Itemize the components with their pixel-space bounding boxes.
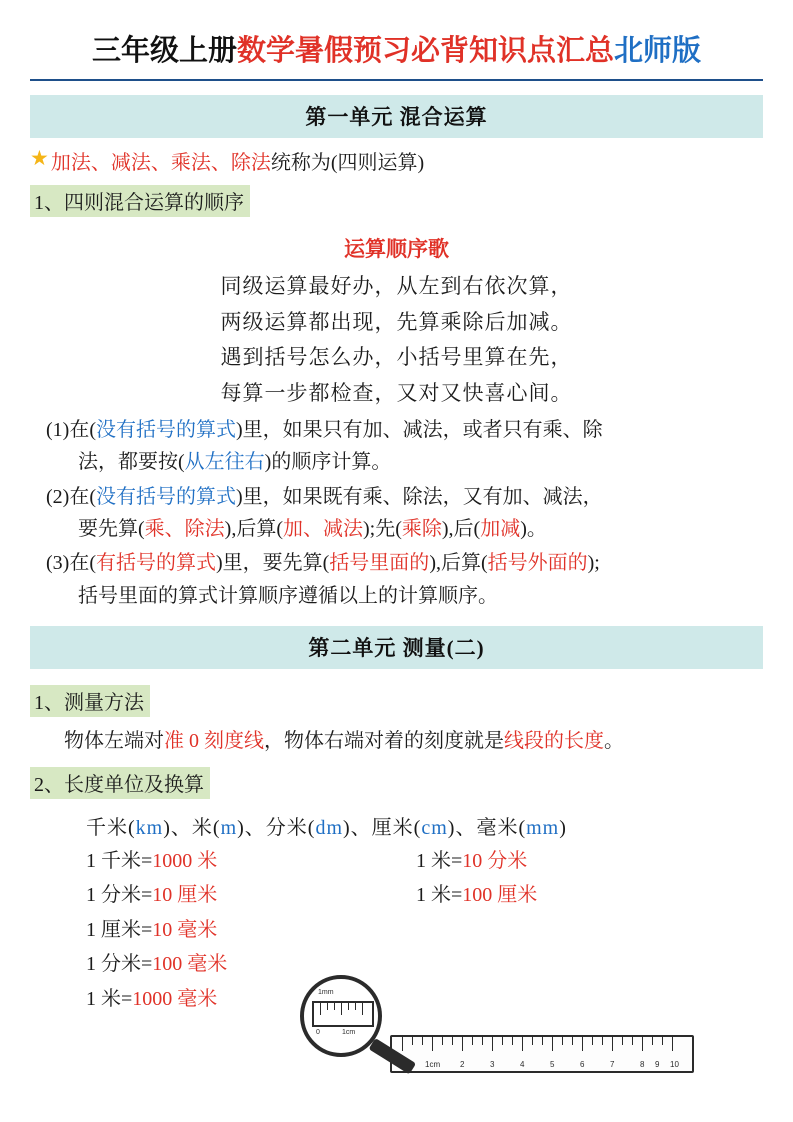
measure-method-line [30,725,763,757]
poem-line: 每算一步都检查，又对又快喜心间。 [220,381,573,406]
title-text [30,28,763,69]
conv-right-label: 1 米= [416,884,463,907]
magnifier-label-cm: 1cm [342,1029,356,1036]
rule2-c4: ),后( [441,517,481,540]
table-row [86,878,763,912]
conv-right [416,913,716,947]
ruler-label: 7 [610,1060,615,1069]
title-part-1: 三年级上册 [91,35,237,67]
conv-left-value: 1000 毫米 [132,987,218,1010]
rule1-b: )里，如果只有加、减法，或者只有乘、除 [235,418,603,441]
page-title [30,22,763,81]
units-km: km [135,817,164,840]
rule2-b: )里，如果既有乘、除法，又有加、减法， [235,485,603,508]
star-line-red: 加法、减法、乘法、除法 [50,152,271,174]
star-icon: ★ [30,146,49,170]
poem-line: 同级运算最好办，从左到右依次算， [220,274,573,298]
conv-left-value: 10 毫米 [152,918,218,941]
rule1-cont [56,446,763,478]
conv-left-label: 1 分米= [86,884,153,907]
ruler-graphic [390,1035,694,1073]
ruler-label: 3 [490,1060,495,1069]
rule1-c: 法，都要按( [78,451,185,474]
rule-item-1 [30,414,763,479]
rule3-b: )里，要先算( [215,552,330,575]
conv-right [416,844,716,878]
units-t2: )、米( [163,817,221,840]
unit1-banner: 第一单元 混合运算 [30,95,763,138]
unit1-subhead: 1、四则混合运算的顺序 [30,185,250,217]
ruler-label: 6 [580,1060,585,1069]
conv-left-label: 1 千米= [86,850,153,873]
unit2-subhead-2: 2、长度单位及换算 [30,767,210,799]
ruler-label: 8 [640,1060,645,1069]
title-part-3: 北师版 [614,35,702,67]
conv-right-value: 100 厘米 [462,884,538,907]
units-mm: mm [526,817,560,840]
rule2-highlight-1: 没有括号的算式 [95,485,236,508]
method-b: ，物体右端对着的刻度就是 [264,730,504,753]
title-part-2: 数学暑假预习必背知识点汇总 [236,35,614,67]
rule-item-2 [30,481,763,546]
rule3-c: ),后算( [429,552,488,575]
ruler-label: 4 [520,1060,525,1069]
units-t3: )、分米( [237,817,316,840]
conv-left-label: 1 分米= [86,953,153,976]
rule2-highlight-2: 乘、除法 [144,517,225,540]
conv-left-label: 1 米= [86,987,133,1010]
length-units-line [30,811,763,840]
conv-left [86,844,416,878]
conv-right-label: 1 米= [416,850,463,873]
unit2-banner: 第二单元 测量(二) [30,626,763,669]
unit1-star-line [30,146,763,175]
star-line-black: 统称为(四则运算) [270,152,425,174]
conv-right [416,878,716,912]
rule2-highlight-3: 加、减法 [283,517,363,540]
ruler-illustration [290,975,710,1095]
units-dm: dm [315,817,344,840]
ruler-label: 1cm [425,1060,441,1069]
magnified-ruler [312,1001,374,1027]
rule-item-3 [30,547,763,612]
rule3-highlight-1: 有括号的算式 [95,552,216,575]
rule3-highlight-3: 括号外面的 [487,552,588,575]
unit2-subhead-1: 1、测量方法 [30,685,150,717]
rule3-d: ); [587,552,600,575]
units-m: m [220,817,238,840]
ruler-label: 2 [460,1060,465,1069]
poem-title: 运算顺序歌 [344,237,449,261]
method-highlight-1: 准 0 刻度线 [164,730,264,753]
rule2-highlight-4: 乘除 [401,517,442,540]
rule1-highlight-2: 从左往右 [184,451,265,474]
rule2-c1: 要先算( [78,517,145,540]
rule2-cont [56,513,763,545]
rule3-highlight-2: 括号里面的 [329,552,430,575]
units-t4: )、厘米( [343,817,422,840]
conv-left-value: 1000 米 [152,850,218,873]
method-highlight-2: 线段的长度 [504,730,604,753]
units-t5: )、毫米( [447,817,527,840]
conv-left [86,913,416,947]
table-row [86,913,763,947]
rule1-d: )的顺序计算。 [264,451,392,474]
conv-left [86,878,416,912]
ruler-label: 9 [655,1060,660,1069]
units-t6: ) [559,817,567,840]
conv-left-value: 100 毫米 [152,953,228,976]
ruler-label: 5 [550,1060,555,1069]
rule2-c5: )。 [520,517,547,540]
method-c: 。 [604,730,624,753]
rule2-c3: );先( [363,517,402,540]
rule2-a: (2)在( [46,485,96,508]
conv-left-value: 10 厘米 [152,884,218,907]
conv-right-value: 10 分米 [462,850,528,873]
rule3-a: (3)在( [46,552,96,575]
method-a: 物体左端对 [64,730,164,753]
poem-line: 两级运算都出现，先算乘除后加减。 [220,309,573,334]
magnifier-icon [300,975,382,1057]
rule1-a: (1)在( [46,418,96,441]
magnifier-label-zero: 0 [316,1029,320,1036]
rule3-cont: 括号里面的算式计算顺序遵循以上的计算顺序。 [78,584,498,607]
magnifier-label-mm: 1mm [318,989,334,996]
units-t1: 千米( [86,817,136,840]
conv-left-label: 1 厘米= [86,918,153,941]
rule1-highlight-1: 没有括号的算式 [95,418,236,441]
ruler-label: 10 [670,1060,679,1069]
rule2-c2: ),后算( [224,517,283,540]
units-cm: cm [421,817,448,840]
table-row [86,844,763,878]
rule2-highlight-5: 加减 [480,517,521,540]
poem-line: 遇到括号怎么办，小括号里算在先， [220,345,573,370]
